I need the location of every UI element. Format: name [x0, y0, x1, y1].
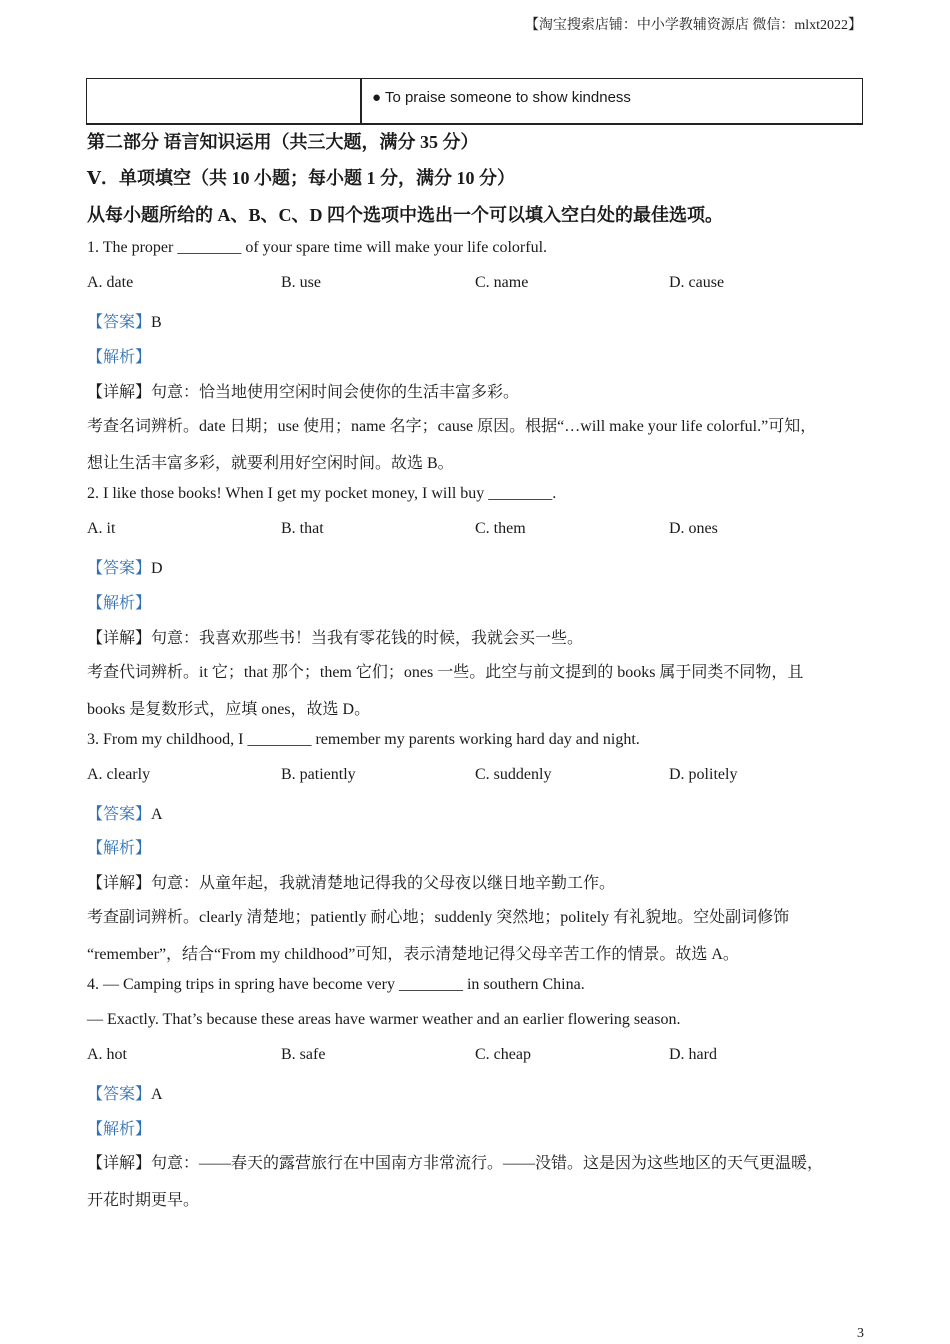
section-title: 第二部分 语言知识运用（共三大题，满分 35 分）	[87, 132, 479, 152]
q3-option-d: D. politely	[669, 766, 738, 783]
question-4-stem-reply: — Exactly. That’s because these areas have warmer weather and an earlier flowering season.	[87, 1011, 681, 1028]
table-cell-empty	[87, 79, 362, 123]
table-row	[86, 78, 863, 125]
q3-option-b: B. patiently	[281, 766, 356, 783]
q3-explain-1: 考查副词辨析。clearly 清楚地；patiently 耐心地；suddenly 突然地；politely 有礼貌地。空处副词修饰	[87, 909, 790, 926]
answer-value: D	[151, 560, 163, 577]
q1-analysis-tag: 【解析】	[87, 349, 152, 366]
answer-value: B	[151, 314, 162, 331]
q1-option-a: A. date	[87, 274, 134, 291]
answer-value: A	[151, 1086, 163, 1103]
question-1-stem: 1. The proper ________ of your spare time will make your life colorful.	[87, 239, 548, 256]
subsection-title: Ⅴ．单项填空（共 10 小题；每小题 1 分，满分 10 分）	[87, 168, 515, 188]
question-4-stem: 4. — Camping trips in spring have become very ________ in southern China.	[87, 976, 585, 993]
answer-tag: 【答案】	[87, 560, 152, 577]
q4-option-c: C. cheap	[475, 1046, 531, 1063]
q4-option-d: D. hard	[669, 1046, 717, 1063]
instruction: 从每小题所给的 A、B、C、D 四个选项中选出一个可以填入空白处的最佳选项。	[87, 205, 723, 225]
q4-explain-1: 开花时期更早。	[87, 1192, 200, 1209]
question-3-stem: 3. From my childhood, I ________ remember my parents working hard day and night.	[87, 731, 640, 748]
q1-explain-1: 考查名词辨析。date 日期；use 使用；name 名字；cause 原因。根据“…will make your life colorful.”可知，	[87, 418, 817, 435]
answer-tag: 【答案】	[87, 806, 152, 823]
q2-answer	[87, 555, 163, 578]
q1-detail: 【详解】句意：恰当地使用空闲时间会使你的生活丰富多彩。	[87, 384, 520, 401]
q3-answer	[87, 801, 163, 824]
q2-explain-2: books 是复数形式，应填 ones，故选 D。	[87, 701, 371, 718]
q1-option-b: B. use	[281, 274, 321, 291]
q3-explain-2: “remember”，结合“From my childhood”可知，表示清楚地记得父母辛苦工作的情景。故选 A。	[87, 946, 739, 963]
q4-detail: 【详解】句意：——春天的露营旅行在中国南方非常流行。——没错。这是因为这些地区的天气更温暖，	[87, 1155, 824, 1172]
q1-answer	[87, 309, 162, 332]
q1-explain-2: 想让生活丰富多彩，就要利用好空闲时间。故选 B。	[87, 455, 454, 472]
q4-option-b: B. safe	[281, 1046, 326, 1063]
q2-detail: 【详解】句意：我喜欢那些书！当我有零花钱的时候，我就会买一些。	[87, 630, 584, 647]
q1-option-c: C. name	[475, 274, 529, 291]
q1-option-d: D. cause	[669, 274, 725, 291]
q3-detail: 【详解】句意：从童年起，我就清楚地记得我的父母夜以继日地辛勤工作。	[87, 875, 616, 892]
answer-tag: 【答案】	[87, 1086, 152, 1103]
table-cell-text: ● To praise someone to show kindness	[372, 89, 631, 106]
q4-answer	[87, 1081, 163, 1104]
page-header: 【淘宝搜索店铺：中小学教辅资源店 微信：mlxt2022】	[524, 18, 862, 33]
q3-option-a: A. clearly	[87, 766, 151, 783]
q3-option-c: C. suddenly	[475, 766, 552, 783]
answer-tag: 【答案】	[87, 314, 152, 331]
answer-value: A	[151, 806, 163, 823]
q2-explain-1: 考查代词辨析。it 它；that 那个；them 它们；ones 一些。此空与前文提到的 books 属于同类不同物，且	[87, 664, 804, 681]
q2-option-d: D. ones	[669, 520, 718, 537]
question-2-stem: 2. I like those books! When I get my pocket money, I will buy ________.	[87, 485, 557, 502]
page-number: 3	[857, 1326, 864, 1341]
q3-analysis-tag: 【解析】	[87, 840, 152, 857]
q2-option-c: C. them	[475, 520, 526, 537]
q2-option-b: B. that	[281, 520, 324, 537]
q2-analysis-tag: 【解析】	[87, 595, 152, 612]
q4-analysis-tag: 【解析】	[87, 1121, 152, 1138]
q4-option-a: A. hot	[87, 1046, 127, 1063]
q2-option-a: A. it	[87, 520, 116, 537]
